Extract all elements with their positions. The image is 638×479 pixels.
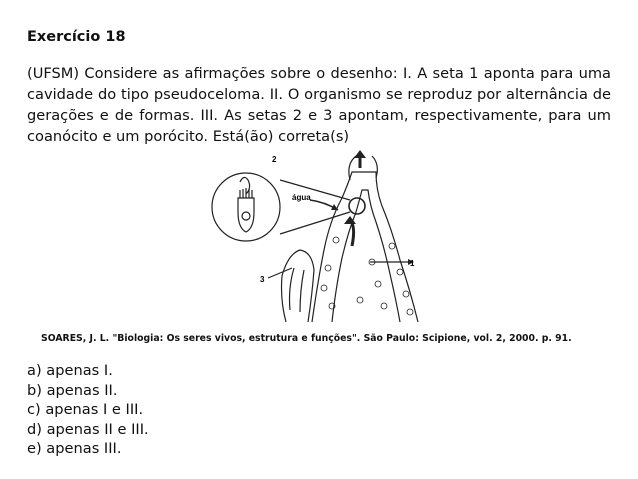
sponge-body	[312, 172, 418, 322]
answer-options	[27, 361, 149, 459]
label-arrow-1: 1	[410, 259, 415, 268]
option-b: b) apenas II.	[27, 381, 118, 399]
choanocyte-inset	[212, 173, 280, 241]
exercise-title: Exercício 18	[27, 29, 126, 45]
option-c: c) apenas I e III.	[27, 401, 144, 419]
label-water: água	[292, 193, 311, 202]
sponge-figure	[200, 150, 428, 324]
sponge-bud	[282, 250, 315, 322]
label-arrow-2: 2	[272, 155, 277, 164]
figure-caption: SOARES, J. L. "Biologia: Os seres vivos, estrutura e funções". São Paulo: Scipione, vol. 2, 2000. p. 91.	[41, 333, 572, 344]
option-d: d) apenas II e III.	[27, 420, 149, 438]
pointer-line-3	[268, 268, 292, 278]
pore-circle	[349, 198, 365, 214]
sponge-drawing	[200, 150, 428, 324]
option-a: a) apenas I.	[27, 362, 113, 379]
pointer-line-2	[280, 180, 350, 200]
option-e: e) apenas III.	[27, 440, 122, 458]
exercise-statement: (UFSM) Considere as afirmações sobre o desenho: I. A seta 1 aponta para uma cavidade do tipo pseudoceloma. II. O organismo se reproduz por alternância de gerações e de formas. III. As setas 2 e 3 apontam, respectivamente, para um coanócito e um porócito. Está(ão) correta(s)	[27, 65, 611, 145]
label-arrow-3: 3	[260, 275, 265, 284]
